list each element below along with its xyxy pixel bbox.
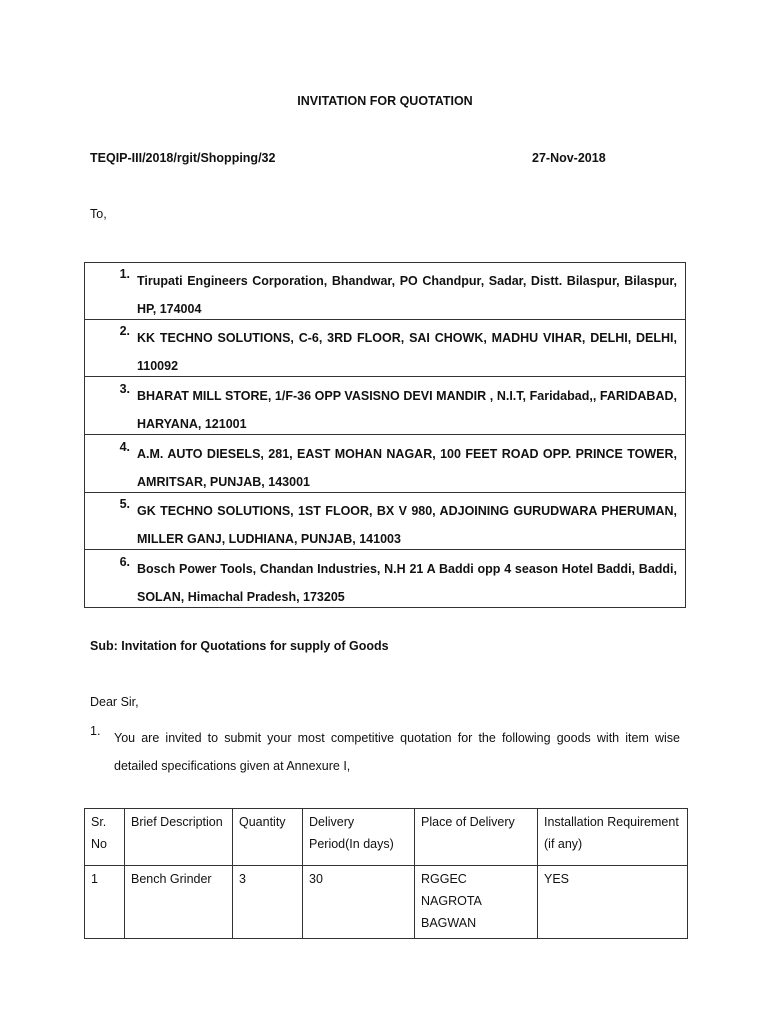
salutation-to: To, — [90, 207, 107, 221]
table-header-row — [85, 809, 688, 866]
cell-sr-no: 1 — [85, 866, 125, 939]
addressee-text: A.M. AUTO DIESELS, 281, EAST MOHAN NAGAR, 100 FEET ROAD OPP. PRINCE TOWER, AMRITSAR, PUNJAB, 143001 — [137, 447, 677, 489]
document-date: 27-Nov-2018 — [532, 151, 606, 165]
document-title: INVITATION FOR QUOTATION — [297, 94, 473, 108]
header-delivery-period: Delivery Period(In days) — [303, 809, 415, 866]
header-installation: Installation Requirement (if any) — [538, 809, 688, 866]
reference-number: TEQIP-III/2018/rgit/Shopping/32 — [90, 151, 276, 165]
paragraph-number: 1. — [90, 724, 101, 738]
cell-description: Bench Grinder — [125, 866, 233, 939]
cell-place-of-delivery: RGGEC NAGROTA BAGWAN — [415, 866, 538, 939]
list-item — [85, 551, 685, 608]
table-row — [85, 866, 688, 939]
list-item — [85, 436, 685, 493]
list-item — [85, 263, 685, 320]
list-item-number: 5. — [119, 497, 130, 511]
addressee-text: Bosch Power Tools, Chandan Industries, N.H 21 A Baddi opp 4 season Hotel Baddi, Baddi, SOLAN, Himachal Pradesh, 173205 — [137, 562, 677, 604]
addressee-text: KK TECHNO SOLUTIONS, C-6, 3RD FLOOR, SAI CHOWK, MADHU VIHAR, DELHI, DELHI, 110092 — [137, 331, 677, 373]
addressee-text: BHARAT MILL STORE, 1/F-36 OPP VASISNO DEVI MANDIR , N.I.T, Faridabad,, FARIDABAD, HARYANA, 121001 — [137, 389, 677, 431]
list-item-number: 3. — [119, 382, 130, 396]
list-item-number: 1. — [119, 267, 130, 281]
header-place-of-delivery: Place of Delivery — [415, 809, 538, 866]
goods-table — [84, 808, 688, 939]
cell-quantity: 3 — [233, 866, 303, 939]
cell-delivery-period: 30 — [303, 866, 415, 939]
list-item-number: 6. — [119, 555, 130, 569]
addressee-text: Tirupati Engineers Corporation, Bhandwar, PO Chandpur, Sadar, Distt. Bilaspur, Bilaspur, HP, 174004 — [137, 274, 677, 316]
greeting: Dear Sir, — [90, 695, 139, 709]
list-item-number: 4. — [119, 440, 130, 454]
header-sr-no: Sr. No — [85, 809, 125, 866]
list-item-number: 2. — [119, 324, 130, 338]
list-item — [85, 378, 685, 435]
list-item — [85, 320, 685, 377]
paragraph-text: You are invited to submit your most competitive quotation for the following goods with item wise detailed specifications given at Annexure I, — [114, 731, 680, 773]
addressee-list — [84, 262, 686, 608]
header-quantity: Quantity — [233, 809, 303, 866]
header-description: Brief Description — [125, 809, 233, 866]
subject-line: Sub: Invitation for Quotations for supply of Goods — [90, 639, 389, 653]
addressee-text: GK TECHNO SOLUTIONS, 1ST FLOOR, BX V 980, ADJOINING GURUDWARA PHERUMAN, MILLER GANJ, LUDHIANA, PUNJAB, 141003 — [137, 504, 677, 546]
list-item — [85, 493, 685, 550]
cell-installation: YES — [538, 866, 688, 939]
